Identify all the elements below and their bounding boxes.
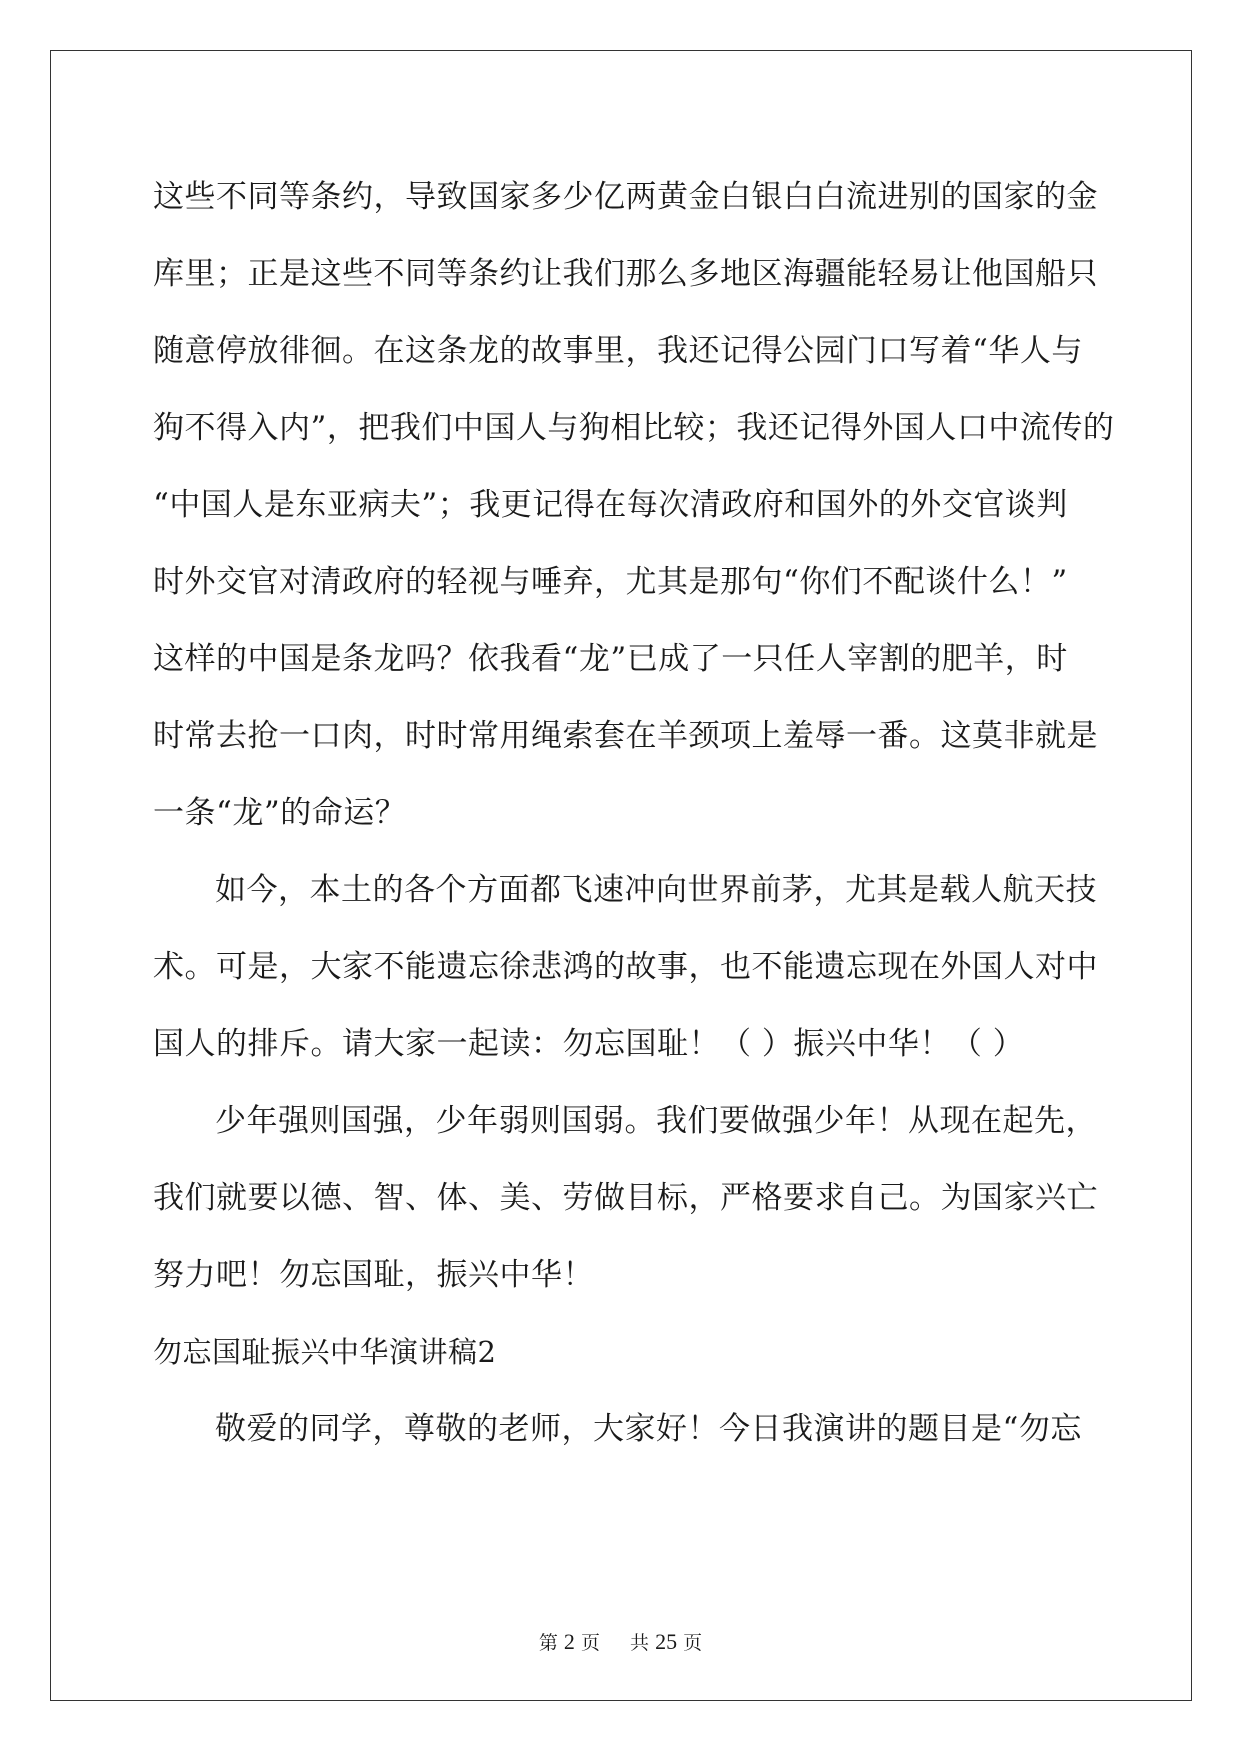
paragraph-start: 敬爱的同学，尊敬的老师，大家好！今日我演讲的题目是“勿忘 [215,1411,1082,1447]
text-line: “中国人是东亚病夫”；我更记得在每次清政府和国外的外交官谈判 [153,487,1068,523]
footer-total-prefix: 共 [630,1632,650,1654]
footer-page-suffix: 页 [580,1632,600,1654]
text-line: 库里；正是这些不同等条约让我们那么多地区海疆能轻易让他国船只 [153,256,1098,292]
section-heading: 勿忘国耻振兴中华演讲稿2 [153,1335,497,1369]
text-line: 狗不得入内”，把我们中国人与狗相比较；我还记得外国人口中流传的 [153,410,1115,446]
text-line: 这样的中国是条龙吗？依我看“龙”已成了一只任人宰割的肥羊，时 [153,641,1068,677]
total-pages-number: 25 [655,1629,678,1654]
text-line: 时常去抢一口肉，时时常用绳索套在羊颈项上羞辱一番。这莫非就是 [153,718,1098,754]
text-line: 术。可是，大家不能遗忘徐悲鸿的故事，也不能遗忘现在外国人对中 [153,949,1098,985]
paragraph-start: 如今，本土的各个方面都飞速冲向世界前茅，尤其是载人航天技 [215,872,1097,908]
text-line: 国人的排斥。请大家一起读：勿忘国耻！（ ）振兴中华！（ ） [153,1026,1025,1062]
footer-total-suffix: 页 [683,1632,703,1654]
footer-prefix: 第 [538,1632,558,1654]
text-line: 我们就要以德、智、体、美、劳做目标，严格要求自己。为国家兴亡 [153,1180,1098,1216]
current-page-number: 2 [563,1629,575,1654]
text-line: 随意停放徘徊。在这条龙的故事里，我还记得公园门口写着“华人与 [153,333,1083,369]
text-line: 努力吧！勿忘国耻，振兴中华！ [153,1257,594,1293]
text-line: 一条“龙”的命运？ [153,795,407,831]
text-line: 这些不同等条约，导致国家多少亿两黄金白银白白流进别的国家的金 [153,179,1098,215]
page-footer [0,1628,1241,1655]
document-body [153,166,1115,1475]
text-line: 时外交官对清政府的轻视与唾弃，尤其是那句“你们不配谈什么！” [153,564,1068,600]
paragraph-start: 少年强则国强，少年弱则国弱。我们要做强少年！从现在起先， [215,1103,1097,1139]
